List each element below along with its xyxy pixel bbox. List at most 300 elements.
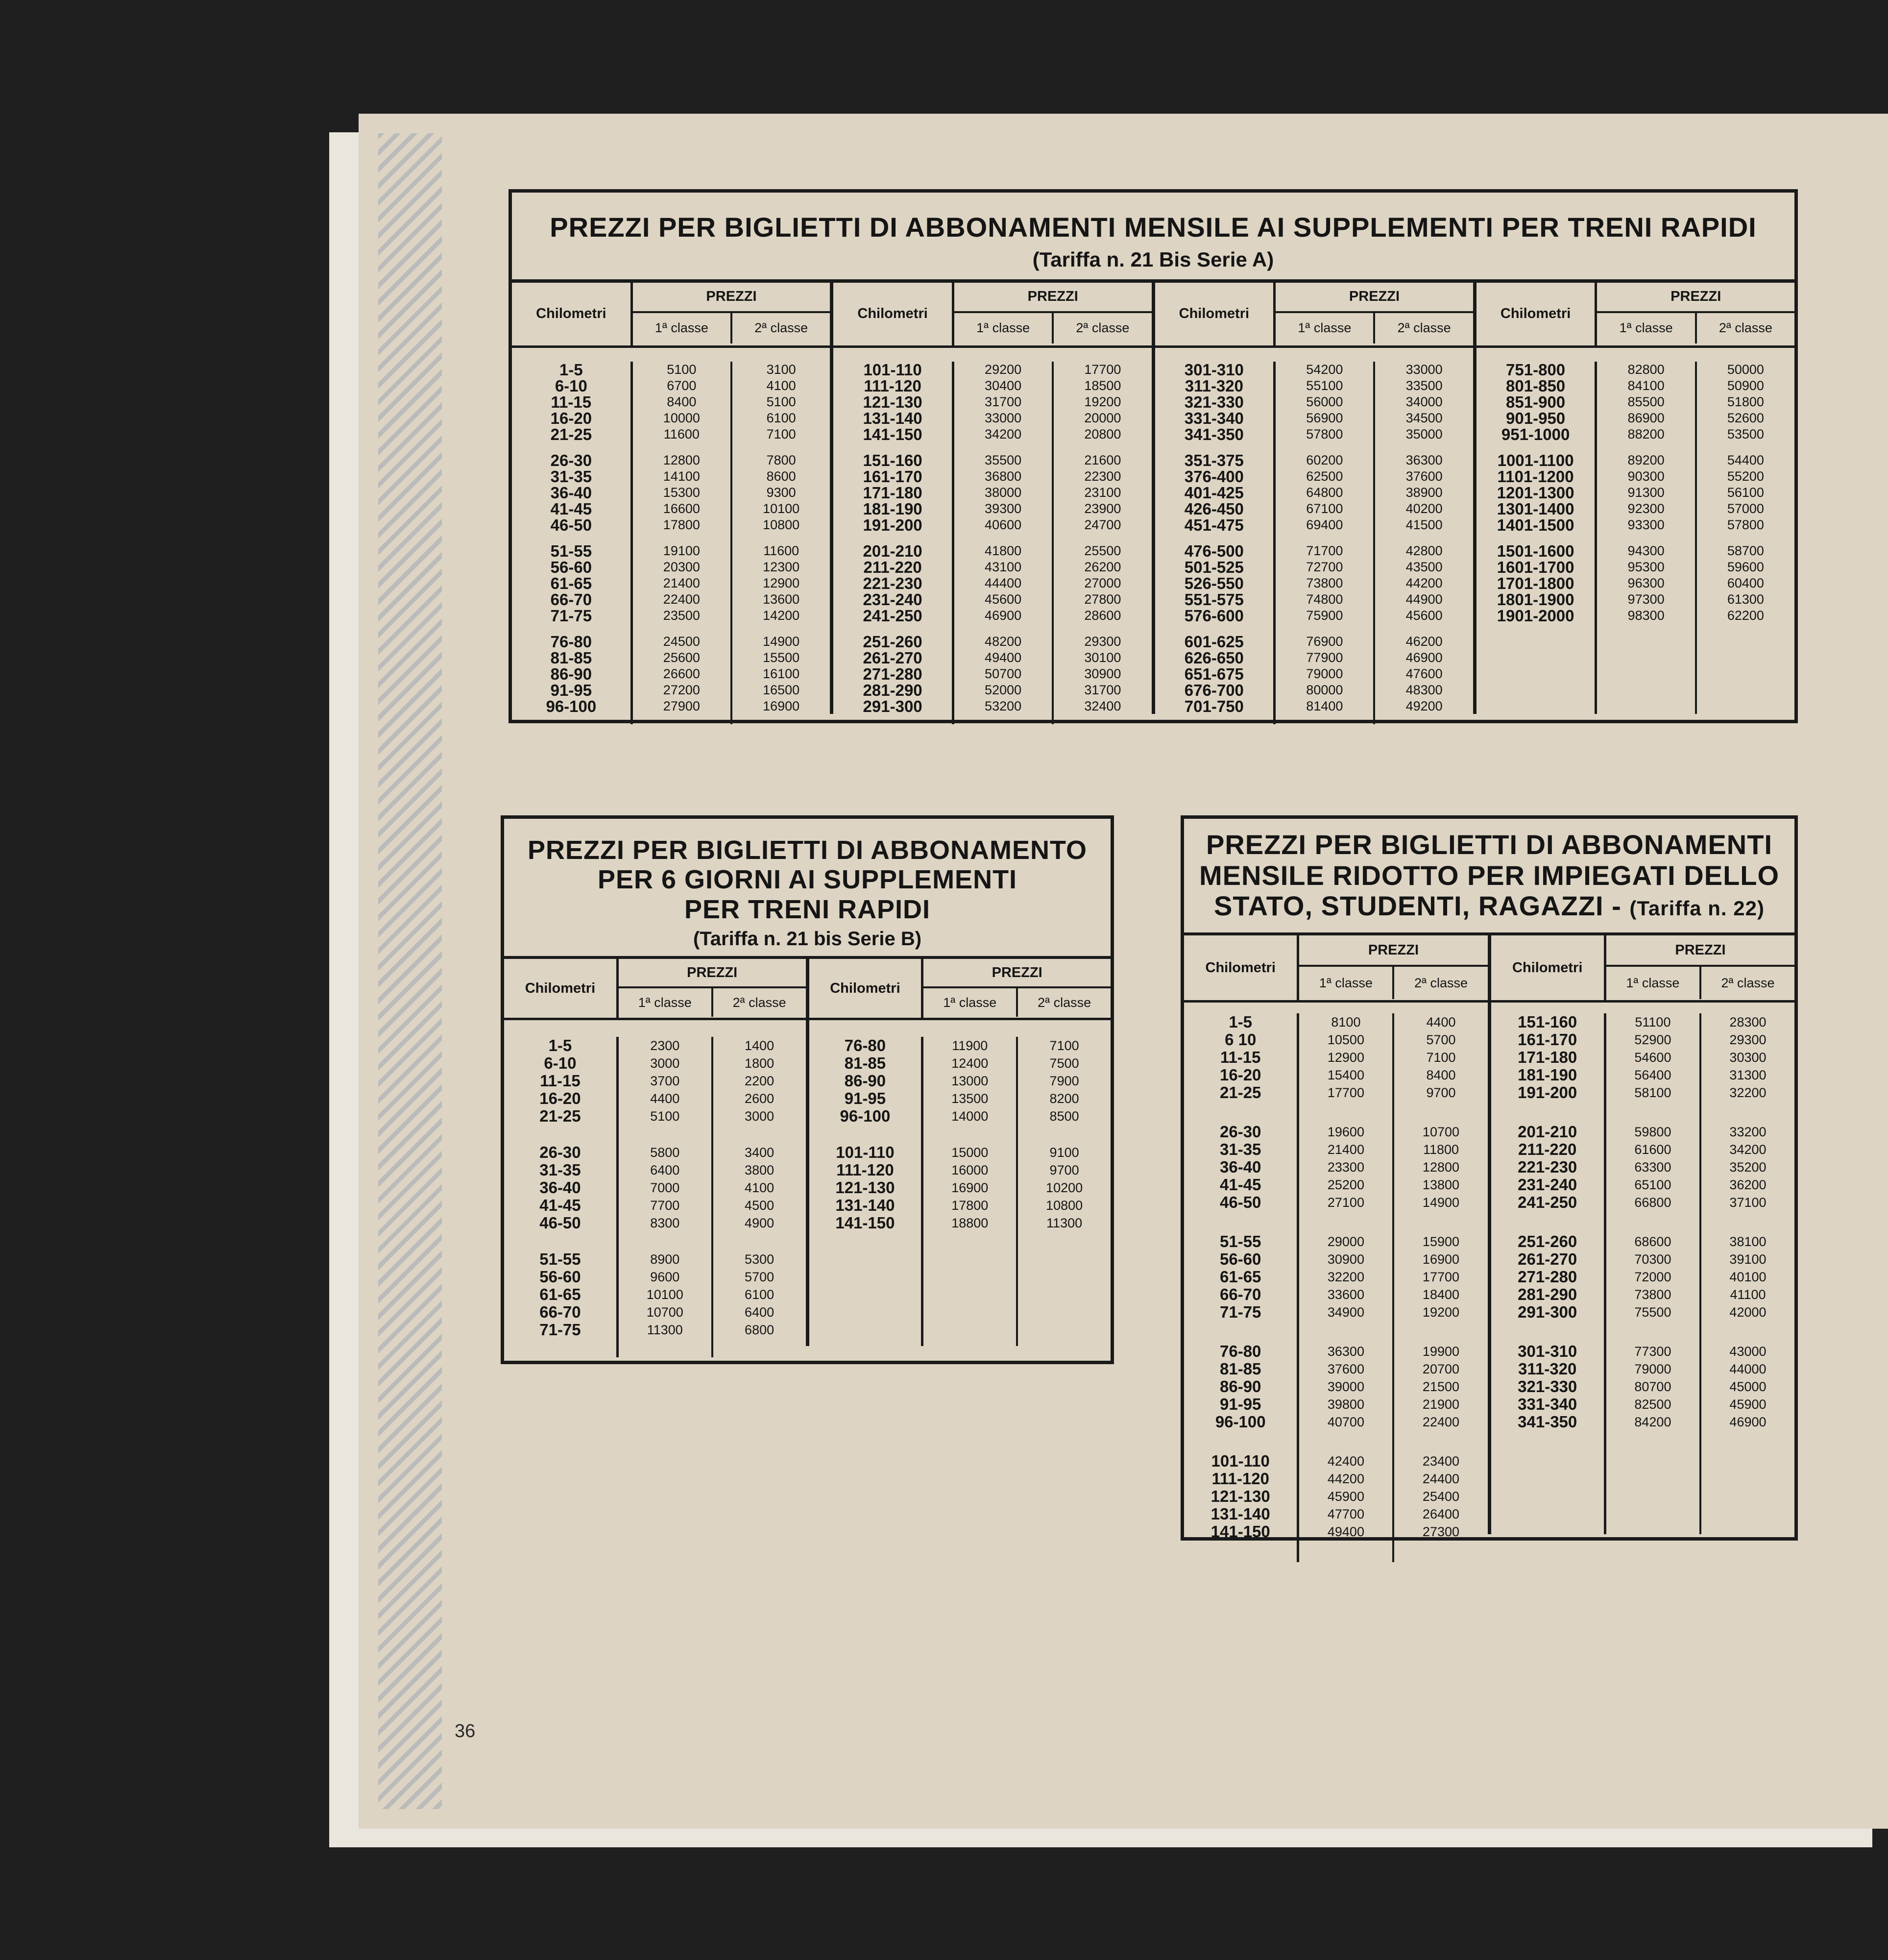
price-second-class: 6400 [745,1305,775,1320]
class-headers [1276,313,1473,343]
km-range: 281-290 [1518,1285,1577,1304]
price-second-class: 23400 [1422,1454,1460,1469]
price-second-class: 44900 [1405,591,1443,607]
prices-header [1606,935,1794,1000]
km-range: 1101-1200 [1497,467,1574,486]
prices-header [1299,935,1487,1000]
price-first-class: 8900 [650,1252,680,1267]
km-range: 1-5 [1229,1013,1253,1031]
price-first-class: 11600 [663,426,700,441]
row-block [1155,362,1274,442]
row-block [1394,1013,1487,1102]
table-c-tariffa: (Tariffa n. 22) [1629,897,1765,920]
price-second-class: 8500 [1049,1109,1079,1124]
price-second-class: 20700 [1422,1362,1460,1377]
price-first-class: 71700 [1306,543,1343,558]
price-first-class: 40600 [985,517,1022,532]
table-monthly-rapid-supplement [508,189,1798,723]
prices-header [954,283,1152,345]
price-second-class: 48300 [1405,682,1443,697]
price-first-class: 39800 [1327,1397,1364,1412]
price-first-class: 91300 [1627,485,1665,500]
price-second-class: 18500 [1084,378,1121,393]
prezzi-header: PREZZI [1597,283,1794,313]
row-block [1697,543,1794,624]
row-block [1491,1343,1604,1431]
price-first-class: 6400 [650,1163,680,1178]
price-second-class: 7100 [1049,1038,1079,1054]
km-range: 151-160 [1518,1013,1577,1031]
row-block [809,1144,921,1232]
row-block [504,1037,616,1125]
km-range: 41-45 [1220,1176,1261,1194]
price-second-class: 38100 [1729,1234,1767,1250]
km-range: 341-350 [1518,1413,1577,1431]
prices-header [1276,283,1473,345]
price-second-class: 33200 [1729,1125,1767,1140]
table-c-title-sep: - [1603,890,1630,922]
price-second-class: 61300 [1727,591,1764,607]
price-first-class: 67100 [1306,501,1343,516]
km-range: 291-300 [863,697,922,715]
km-range: 56-60 [539,1268,581,1286]
price-second-class: 2200 [745,1074,775,1089]
row-block [1477,362,1595,442]
column-group-header [833,283,1151,348]
table-b-title-line2: PER 6 GIORNI AI SUPPLEMENTI [597,865,1017,895]
row-block [1701,1013,1794,1102]
km-range: 61-65 [539,1285,581,1304]
price-first-class: 88200 [1627,426,1665,441]
price-second-class: 6800 [745,1323,775,1338]
price-second-class: 13600 [763,591,800,607]
km-range: 86-90 [1220,1377,1261,1396]
km-range: 6-10 [555,376,587,395]
row-block [1375,543,1473,624]
price-second-class: 45600 [1405,608,1443,623]
column-group-header [504,959,806,1020]
column-group-header [809,959,1111,1020]
km-range: 71-75 [550,606,592,625]
table-c-groups [1184,935,1794,1541]
price-second-class: 30300 [1729,1050,1767,1065]
price-first-class: 44400 [985,575,1022,590]
row-block [1697,452,1794,533]
price-second-class: 21600 [1084,452,1121,467]
km-range: 1801-1900 [1497,590,1574,609]
price-second-class: 7100 [766,426,796,441]
km-range: 1701-1800 [1497,574,1574,592]
prezzi-header: PREZZI [1276,283,1473,313]
price-second-class: 9100 [1049,1145,1079,1160]
km-range: 626-650 [1184,648,1244,667]
km-range: 111-120 [1211,1470,1269,1488]
price-first-class: 27900 [663,698,700,713]
price-second-class: 26200 [1084,559,1121,574]
km-range: 41-45 [550,499,592,518]
price-first-class: 7700 [650,1198,680,1213]
price-second-class: 27800 [1084,591,1121,607]
row-block [1276,634,1373,714]
column-group [1477,283,1794,714]
km-range: 341-350 [1184,425,1244,443]
price-first-class: 85500 [1627,394,1665,409]
table-six-day-rapid-supplement [501,815,1114,1364]
price-second-class: 55200 [1727,468,1764,484]
row-block [512,362,630,442]
first-class-column [954,362,1054,724]
km-range: 751-800 [1506,360,1566,379]
price-second-class: 10200 [1046,1180,1083,1196]
km-column [1184,1013,1299,1562]
km-range: 96-100 [1215,1413,1266,1431]
price-second-class: 43500 [1405,559,1443,574]
price-second-class: 6100 [766,410,796,425]
row-block [1477,543,1595,624]
table-c-title-line3: STATO, STUDENTI, RAGAZZI [1214,890,1604,922]
row-block [1701,1233,1794,1321]
price-second-class: 18400 [1422,1287,1460,1302]
prezzi-header: PREZZI [619,959,806,988]
km-range: 181-190 [863,499,922,518]
km-range: 231-240 [1518,1176,1577,1194]
price-second-class: 1400 [745,1038,775,1054]
price-second-class: 21900 [1422,1397,1460,1412]
price-first-class: 18800 [951,1216,989,1231]
first-class-header: 1ª classe [633,313,732,343]
price-first-class: 5800 [650,1145,680,1160]
page-number: 36 [455,1721,476,1741]
row-block [633,452,730,533]
row-block [1597,452,1694,533]
price-first-class: 13500 [951,1091,989,1106]
price-second-class: 34000 [1405,394,1443,409]
km-range: 1-5 [548,1036,572,1055]
km-range: 66-70 [1220,1285,1261,1304]
km-range: 121-130 [863,392,922,411]
price-first-class: 23300 [1327,1160,1364,1175]
price-first-class: 9600 [650,1270,680,1285]
price-second-class: 31300 [1729,1068,1767,1083]
km-range: 201-210 [1518,1123,1577,1141]
row-block [1394,1452,1487,1541]
price-second-class: 57800 [1727,517,1764,532]
price-first-class: 65100 [1634,1177,1671,1193]
price-second-class: 19200 [1084,394,1121,409]
price-second-class: 25400 [1422,1489,1460,1504]
table-c-title-line2: MENSILE RIDOTTO PER IMPIEGATI DELLO [1199,859,1780,891]
price-second-class: 9700 [1049,1163,1079,1178]
price-first-class: 56000 [1306,394,1343,409]
table-c-title-line3-wrap [1184,891,1794,922]
km-range: 101-110 [1211,1452,1270,1470]
price-second-class: 12300 [763,559,800,574]
price-second-class: 4500 [745,1198,775,1213]
price-first-class: 82800 [1627,362,1665,377]
column-group [1491,935,1795,1534]
km-header: Chilometri [809,959,924,1018]
price-first-class: 53200 [985,698,1022,713]
table-a-groups [512,283,1794,714]
row-block [732,543,830,624]
row-block [633,634,730,714]
first-class-column [923,1037,1018,1346]
row-block [954,362,1052,442]
price-second-class: 28600 [1084,608,1121,623]
first-class-header: 1ª classe [923,988,1018,1017]
price-first-class: 25600 [663,650,700,665]
price-first-class: 41800 [985,543,1022,558]
price-first-class: 61600 [1634,1142,1671,1157]
row-block [1276,362,1373,442]
km-range: 91-95 [844,1089,886,1108]
km-range: 11-15 [551,392,592,411]
km-range: 1301-1400 [1497,499,1574,518]
price-second-class: 5300 [745,1252,775,1267]
row-block [1054,362,1151,442]
row-block [1606,1343,1699,1431]
km-range: 1601-1700 [1497,558,1574,576]
price-first-class: 70300 [1634,1252,1671,1267]
row-block [1184,1343,1297,1431]
price-first-class: 96300 [1627,575,1665,590]
km-range: 71-75 [1220,1303,1261,1322]
km-range: 376-400 [1184,467,1244,486]
price-first-class: 56900 [1306,410,1343,425]
column-group-body [504,1020,806,1357]
row-block [1184,1452,1297,1541]
price-second-class: 38900 [1405,485,1443,500]
km-range: 211-220 [863,558,922,576]
row-block [833,362,952,442]
km-range: 26-30 [550,451,592,469]
price-second-class: 39100 [1729,1252,1767,1267]
price-first-class: 35500 [985,452,1022,467]
column-group-body [1491,1003,1795,1534]
km-range: 101-110 [863,360,922,379]
row-block [1054,634,1151,714]
row-block [1184,1013,1297,1102]
price-first-class: 48200 [985,634,1022,649]
km-range: 301-310 [1518,1342,1577,1361]
price-first-class: 77300 [1634,1344,1671,1359]
second-class-column [1394,1013,1487,1562]
km-range: 331-340 [1518,1395,1577,1414]
price-first-class: 26600 [663,666,700,681]
price-second-class: 9700 [1426,1085,1456,1101]
price-second-class: 24400 [1422,1471,1460,1487]
km-range: 331-340 [1184,409,1244,427]
price-first-class: 79000 [1634,1362,1671,1377]
second-class-column [1701,1013,1794,1534]
row-block [1299,1233,1392,1321]
row-block [954,452,1052,533]
price-first-class: 32200 [1327,1270,1364,1285]
price-first-class: 12400 [951,1056,989,1071]
price-second-class: 32200 [1729,1085,1767,1101]
price-first-class: 38000 [985,485,1022,500]
price-first-class: 45900 [1327,1489,1364,1504]
price-second-class: 11300 [1046,1216,1083,1231]
column-group-body [1477,348,1794,714]
km-range: 66-70 [539,1303,581,1322]
price-second-class: 2600 [745,1091,775,1106]
price-first-class: 19600 [1327,1125,1364,1140]
second-class-column [1018,1037,1111,1346]
km-range: 51-55 [539,1250,581,1269]
row-block [1184,1123,1297,1211]
row-block [1697,362,1794,442]
price-first-class: 47700 [1327,1507,1364,1522]
row-block [833,452,952,533]
price-second-class: 21500 [1422,1379,1460,1395]
km-column [1155,362,1276,724]
price-first-class: 29200 [985,362,1022,377]
km-range: 676-700 [1184,681,1244,699]
km-range: 451-475 [1184,515,1244,534]
price-second-class: 35000 [1405,426,1443,441]
price-first-class: 22400 [663,591,700,607]
price-second-class: 23900 [1084,501,1121,516]
price-first-class: 72700 [1306,559,1343,574]
price-first-class: 52000 [985,682,1022,697]
km-range: 81-85 [550,648,592,667]
row-block [1701,1343,1794,1431]
price-second-class: 7500 [1049,1056,1079,1071]
row-block [1375,362,1473,442]
price-second-class: 34200 [1729,1142,1767,1157]
price-second-class: 14900 [763,634,800,649]
price-first-class: 94300 [1627,543,1665,558]
row-block [833,634,952,714]
price-first-class: 49400 [985,650,1022,665]
price-first-class: 10100 [646,1287,683,1302]
second-class-column [1054,362,1151,724]
km-range: 46-50 [539,1214,581,1232]
second-class-header: 2ª classe [1414,975,1468,990]
km-header: Chilometri [1184,935,1299,1000]
price-first-class: 98300 [1627,608,1665,623]
table-a-subtitle: (Tariffa n. 21 Bis Serie A) [512,243,1794,283]
row-block [1155,634,1274,714]
row-block [954,634,1052,714]
price-first-class: 14100 [663,468,700,484]
row-block [512,634,630,714]
first-class-header: 1ª classe [1597,313,1696,343]
row-block [1606,1013,1699,1102]
price-first-class: 46900 [985,608,1022,623]
price-first-class: 10700 [646,1305,683,1320]
first-class-header: 1ª classe [1299,967,1394,999]
km-range: 31-35 [550,467,592,486]
first-class-header: 1ª classe [1276,313,1375,343]
price-second-class: 37100 [1729,1195,1767,1210]
row-block [1018,1037,1111,1125]
price-second-class: 7900 [1049,1074,1079,1089]
price-first-class: 25200 [1327,1177,1364,1193]
prices-header [1597,283,1794,345]
km-range: 76-80 [844,1036,886,1055]
price-first-class: 49400 [1327,1524,1364,1540]
price-second-class: 3400 [745,1145,775,1160]
price-first-class: 2300 [650,1038,680,1054]
column-group-body [833,348,1151,724]
column-group-header [1477,283,1794,348]
row-block [1184,1233,1297,1321]
row-block [713,1037,806,1125]
km-range: 501-525 [1184,558,1244,576]
km-range: 51-55 [550,541,592,560]
price-first-class: 30900 [1327,1252,1364,1267]
km-range: 26-30 [1220,1123,1261,1141]
table-a-title: PREZZI PER BIGLIETTI DI ABBONAMENTI MENSILE AI SUPPLEMENTI PER TRENI RAPIDI [550,212,1757,243]
price-second-class: 24700 [1084,517,1121,532]
km-header: Chilometri [1491,935,1606,1000]
row-block [923,1144,1016,1232]
row-block [1394,1343,1487,1431]
table-c-title [1184,819,1794,922]
first-class-column [1606,1013,1701,1534]
class-headers [954,313,1152,343]
km-range: 261-270 [863,648,922,667]
km-range: 171-180 [863,483,922,502]
km-range: 221-230 [1518,1158,1577,1176]
km-range: 181-190 [1518,1066,1577,1084]
price-second-class: 50900 [1727,378,1764,393]
column-group [1155,283,1477,714]
km-range: 111-120 [864,376,921,395]
second-class-header: 2ª classe [754,320,808,336]
price-second-class: 56100 [1727,485,1764,500]
km-range: 141-150 [863,425,922,443]
prezzi-header: PREZZI [633,283,830,313]
column-group [809,959,1111,1346]
km-range: 46-50 [1220,1193,1261,1212]
column-group [504,959,809,1346]
km-column [809,1037,924,1346]
price-first-class: 15300 [663,485,700,500]
second-class-header: 2ª classe [1038,995,1091,1010]
price-first-class: 95300 [1627,559,1665,574]
row-block [833,543,952,624]
km-range: 551-575 [1184,590,1244,609]
row-block [1375,452,1473,533]
km-range: 96-100 [546,697,597,715]
price-second-class: 19900 [1422,1344,1460,1359]
km-range: 576-600 [1184,606,1244,625]
row-block [504,1144,616,1232]
km-range: 271-280 [863,664,922,683]
price-first-class: 76900 [1306,634,1343,649]
km-range: 81-85 [1220,1360,1261,1378]
price-second-class: 4900 [745,1216,775,1231]
row-block [619,1037,711,1125]
km-range: 221-230 [863,574,922,592]
row-block [1394,1233,1487,1321]
price-first-class: 43100 [985,559,1022,574]
price-first-class: 57800 [1306,426,1343,441]
price-second-class: 3800 [745,1163,775,1178]
price-second-class: 46900 [1405,650,1443,665]
price-first-class: 54200 [1306,362,1343,377]
row-block [1491,1013,1604,1102]
table-c-title-rule [1184,922,1794,935]
km-range: 191-200 [1518,1083,1577,1102]
row-block [809,1037,921,1125]
price-first-class: 37600 [1327,1362,1364,1377]
price-first-class: 58100 [1634,1085,1671,1101]
column-group-header [1184,935,1488,1003]
